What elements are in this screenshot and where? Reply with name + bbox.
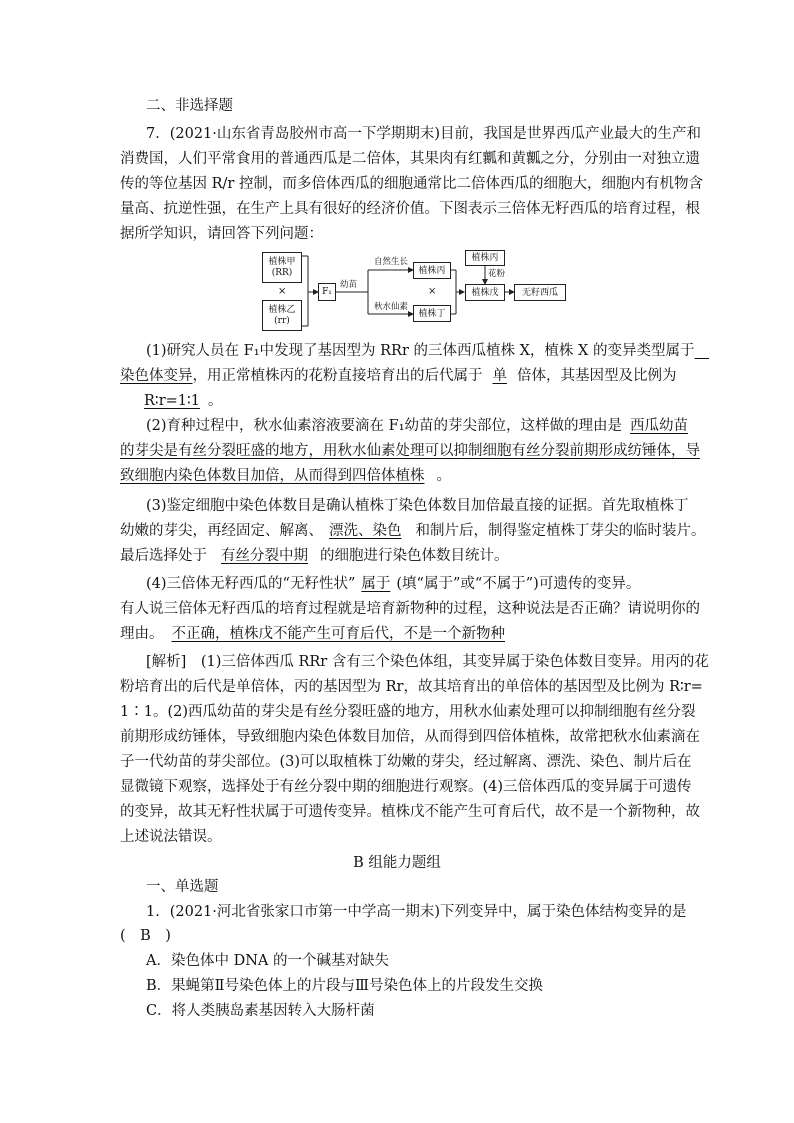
plant-c-pollen-source-box: 植株丙	[465, 250, 505, 266]
plant-a-label: 植株甲	[268, 257, 296, 267]
sub1-line-1	[146, 341, 709, 361]
seedling-label: 幼苗	[340, 280, 358, 290]
plant-b-genotype: (rr)	[274, 316, 290, 326]
sub1-text-b: ，用正常植株丙的花粉直接培育出的后代属于	[192, 368, 483, 384]
plant-b-box	[262, 300, 302, 331]
sub4-text-b: (填“属于”或“不属于”)可遗传的变异。	[396, 576, 641, 592]
sub1-text-c: 倍体，其基因型及比例为	[517, 368, 677, 384]
plant-a-box	[262, 252, 302, 283]
sub3-line-3	[120, 546, 509, 566]
analysis-line-2: 粉培育出的后代是单倍体，丙的基因型为 Rr，故其培育出的单倍体的基因型及比例为 R∶r=	[120, 679, 703, 695]
plant-c-box: 植株丙	[413, 262, 451, 279]
q1-option-b: B．果蝇第Ⅱ号染色体上的片段与Ⅲ号染色体上的片段发生交换	[146, 978, 543, 994]
section-heading-single-choice: 一、单选题	[146, 879, 219, 895]
answer-not-new-species: 不正确，植株戊不能产生可育后代，不是一个新物种	[171, 626, 505, 642]
sub4-line-1	[146, 574, 640, 594]
sub1-line-3	[120, 391, 223, 411]
analysis-line-7: 的变异，故其无籽性状属于可遗传变异。植株戊不能产生可育后代，故不是一个新物种，故	[120, 804, 700, 820]
answer-sub2-part1: 西瓜幼苗	[630, 418, 689, 434]
sub1-blank-lead: __	[694, 343, 709, 359]
cross-symbol-2: ×	[428, 286, 437, 297]
answer-haploid: 单	[492, 368, 507, 384]
analysis-line-6: 显微镜下观察，选择处于有丝分裂中期的细胞进行观察。(4)三倍体西瓜的变异属于可遗传	[120, 779, 692, 795]
answer-sub2-part3: 致细胞内染色体数目加倍，从而得到四倍体植株	[120, 468, 425, 484]
q1-stem-line-1: 1．(2021·河北省张家口市第一中学高一期末)下列变异中，属于染色体结构变异的是	[146, 904, 687, 920]
sub3-text-c: 最后选择处于	[120, 548, 207, 564]
analysis-line-3: 1∶1。(2)西瓜幼苗的芽尖是有丝分裂旺盛的地方，用秋水仙素处理可以抑制细胞有丝分裂	[120, 704, 696, 720]
sub1-line-2	[120, 366, 677, 386]
q7-line-1: 7．(2021·山东省青岛胶州市高一下学期期末)目前，我国是世界西瓜产业最大的生产和	[146, 126, 702, 142]
sub2-line-1	[146, 416, 688, 436]
answer-genotype-ratio: R∶r=1∶1	[144, 393, 200, 409]
q7-line-4: 量高、抗逆性强，在生产上具有很好的经济价值。下图表示三倍体无籽西瓜的培育过程，根	[120, 201, 700, 217]
sub3-text-d: 的细胞进行染色体数目统计。	[320, 548, 509, 564]
pollen-label: 花粉	[488, 269, 506, 279]
sub3-text-b: 和制片后，制得鉴定植株丁芽尖的临时装片。	[415, 523, 706, 539]
analysis-line-1: [解析] (1)三倍体西瓜 RRr 含有三个染色体组，其变异属于染色体数目变异。用丙的花	[146, 654, 709, 670]
plant-a-genotype: (RR)	[271, 268, 293, 278]
analysis-line-8: 上述说法错误。	[120, 829, 222, 845]
q1-option-c: C．将人类胰岛素基因转入大肠杆菌	[146, 1003, 375, 1019]
seedless-watermelon-box: 无籽西瓜	[514, 284, 566, 301]
f1-box: F₁	[318, 283, 336, 301]
sub4-text-a: (4)三倍体无籽西瓜的“无籽性状”	[146, 576, 356, 592]
q1-answer-paren: ( B )	[120, 928, 171, 944]
plant-b-label: 植株乙	[268, 305, 296, 315]
answer-heritable: 属于	[361, 576, 391, 592]
plant-e-box: 植株戊	[465, 284, 505, 301]
q7-line-2: 消费国，人们平常食用的普通西瓜是二倍体，其果肉有红瓤和黄瓤之分，分别由一对独立遗	[120, 151, 700, 167]
answer-sub2-part2: 的芽尖是有丝分裂旺盛的地方，用秋水仙素处理可以抑制细胞有丝分裂前期形成纺锤体，导	[120, 443, 700, 459]
sub4-text-c: 理由。	[120, 626, 164, 642]
sub4-line-2: 有人说三倍体无籽西瓜的培育过程就是培育新物种的过程，这种说法是否正确？请说明你的	[120, 601, 700, 617]
sub3-text-a: 幼嫩的芽尖，再经固定、解离、	[120, 523, 323, 539]
answer-chromosome-variation: 染色体变异	[120, 368, 193, 384]
q7-line-5: 据所学知识，请回答下列问题：	[120, 226, 323, 242]
plant-d-box: 植株丁	[413, 305, 451, 322]
sub1-period: 。	[208, 393, 223, 409]
cross-symbol-1: ×	[278, 286, 287, 297]
colchicine-label: 秋水仙素	[374, 302, 409, 312]
q1-option-a: A．染色体中 DNA 的一个碱基对缺失	[146, 953, 389, 969]
sub2-text-a: (2)育种过程中，秋水仙素溶液要滴在 F₁幼苗的芽尖部位，这样做的理由是	[146, 418, 623, 434]
breeding-diagram	[258, 252, 576, 334]
natural-growth-label: 自然生长	[374, 257, 409, 267]
sub1-text-a: (1)研究人员在 F₁中发现了基因型为 RRr 的三体西瓜植株 X，植株 X 的变异类型属于	[146, 343, 695, 359]
sub3-line-2	[120, 521, 706, 541]
sub3-line-1: (3)鉴定细胞中染色体数目是确认植株丁染色体数目加倍最直接的证据。首先取植株丁	[146, 498, 689, 514]
analysis-line-4: 前期形成纺锤体，导致细胞内染色体数目加倍，从而得到四倍体植株，故常把秋水仙素滴在	[120, 729, 700, 745]
sub2-line-3	[120, 466, 451, 486]
answer-rinse-stain: 漂洗、染色	[329, 523, 402, 539]
group-b-heading: B 组能力题组	[353, 855, 441, 871]
q7-line-3: 传的等位基因 R/r 控制，而多倍体西瓜的细胞通常比二倍体西瓜的细胞大，细胞内有机物含	[120, 176, 703, 192]
sub4-line-3	[120, 624, 511, 644]
section-heading-nonchoice: 二、非选择题	[146, 98, 233, 114]
sub2-period: 。	[436, 468, 451, 484]
answer-metaphase: 有丝分裂中期	[221, 548, 308, 564]
analysis-line-5: 子一代幼苗的芽尖部位。(3)可以取植株丁幼嫩的芽尖，经过解离、漂洗、染色、制片后在	[120, 754, 692, 770]
